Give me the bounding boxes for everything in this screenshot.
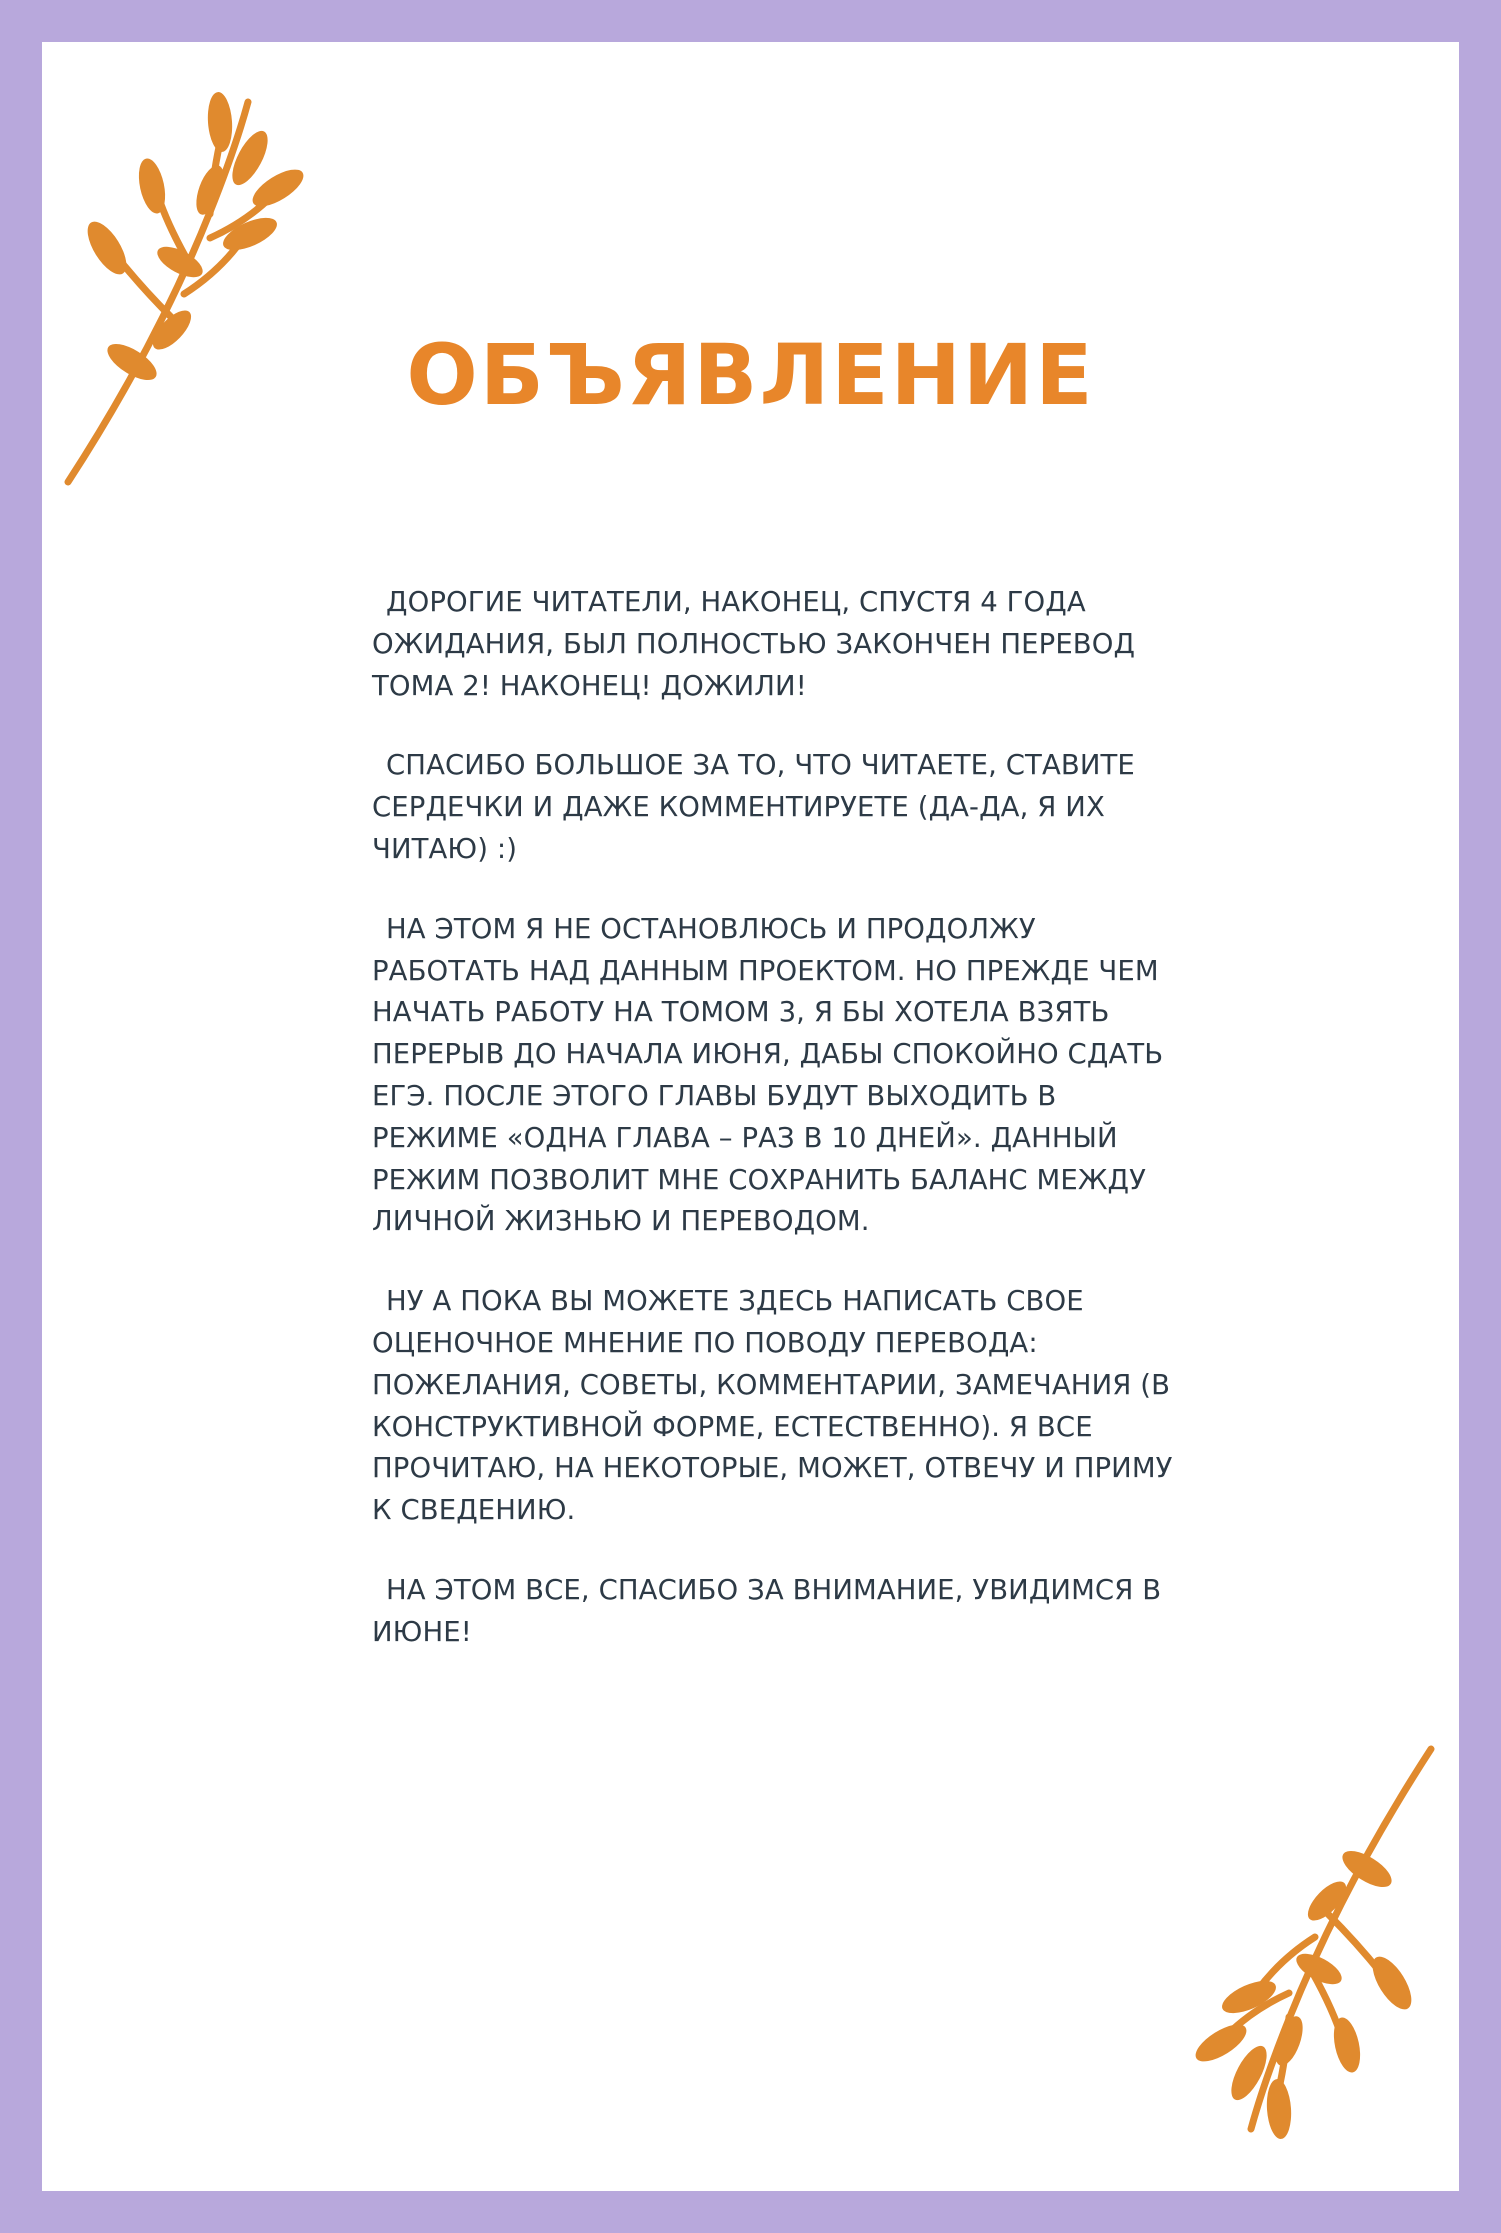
paragraph: ДОРОГИЕ ЧИТАТЕЛИ, НАКОНЕЦ, СПУСТЯ 4 ГОДА ОЖИДАНИЯ, БЫЛ ПОЛНОСТЬЮ ЗАКОНЧЕН ПЕРЕВОД ТОМА 2! НАКОНЕЦ! ДОЖИЛИ!: [372, 586, 1136, 702]
announcement-body: [372, 582, 1182, 1654]
paragraph: НА ЭТОМ Я НЕ ОСТАНОВЛЮСЬ И ПРОДОЛЖУ РАБОТАТЬ НАД ДАННЫМ ПРОЕКТОМ. НО ПРЕЖДЕ ЧЕМ НАЧАТЬ РАБОТУ НА ТОМОМ 3, Я БЫ ХОТЕЛА ВЗЯТЬ ПЕРЕРЫВ ДО НАЧАЛА ИЮНЯ, ДАБЫ СПОКОЙНО СДАТЬ ЕГЭ. ПОСЛЕ ЭТОГО ГЛАВЫ БУДУТ ВЫХОДИТЬ В РЕЖИМЕ «ОДНА ГЛАВА – РАЗ В 10 ДНЕЙ». ДАННЫЙ РЕЖИМ ПОЗВОЛИТ МНЕ СОХРАНИТЬ БАЛАНС МЕЖДУ ЛИЧНОЙ ЖИЗНЬЮ И ПЕРЕВОДОМ.: [372, 912, 1164, 1238]
page-title: ОБЪЯВЛЕНИЕ: [406, 326, 1095, 425]
orange-branch-icon: [60, 62, 360, 502]
orange-branch-icon: [1139, 1729, 1439, 2169]
poster-page: [42, 42, 1459, 2191]
paragraph: НУ А ПОКА ВЫ МОЖЕТЕ ЗДЕСЬ НАПИСАТЬ СВОЕ ОЦЕНОЧНОЕ МНЕНИЕ ПО ПОВОДУ ПЕРЕВОДА: ПОЖЕЛАНИЯ, СОВЕТЫ, КОММЕНТАРИИ, ЗАМЕЧАНИЯ (В КОНСТРУКТИВНОЙ ФОРМЕ, ЕСТЕСТВЕННО). Я ВСЕ ПРОЧИТАЮ, НА НЕКОТОРЫЕ, МОЖЕТ, ОТВЕЧУ И ПРИМУ К СВЕДЕНИЮ.: [372, 1285, 1173, 1527]
paragraph-closing: НА ЭТОМ ВСЕ, СПАСИБО ЗА ВНИМАНИЕ, УВИДИМСЯ В ИЮНЕ!: [372, 1573, 1162, 1648]
paragraph: СПАСИБО БОЛЬШОЕ ЗА ТО, ЧТО ЧИТАЕТЕ, СТАВИТЕ СЕРДЕЧКИ И ДАЖЕ КОММЕНТИРУЕТЕ (ДА-ДА, Я ИХ ЧИТАЮ) :): [372, 749, 1135, 865]
